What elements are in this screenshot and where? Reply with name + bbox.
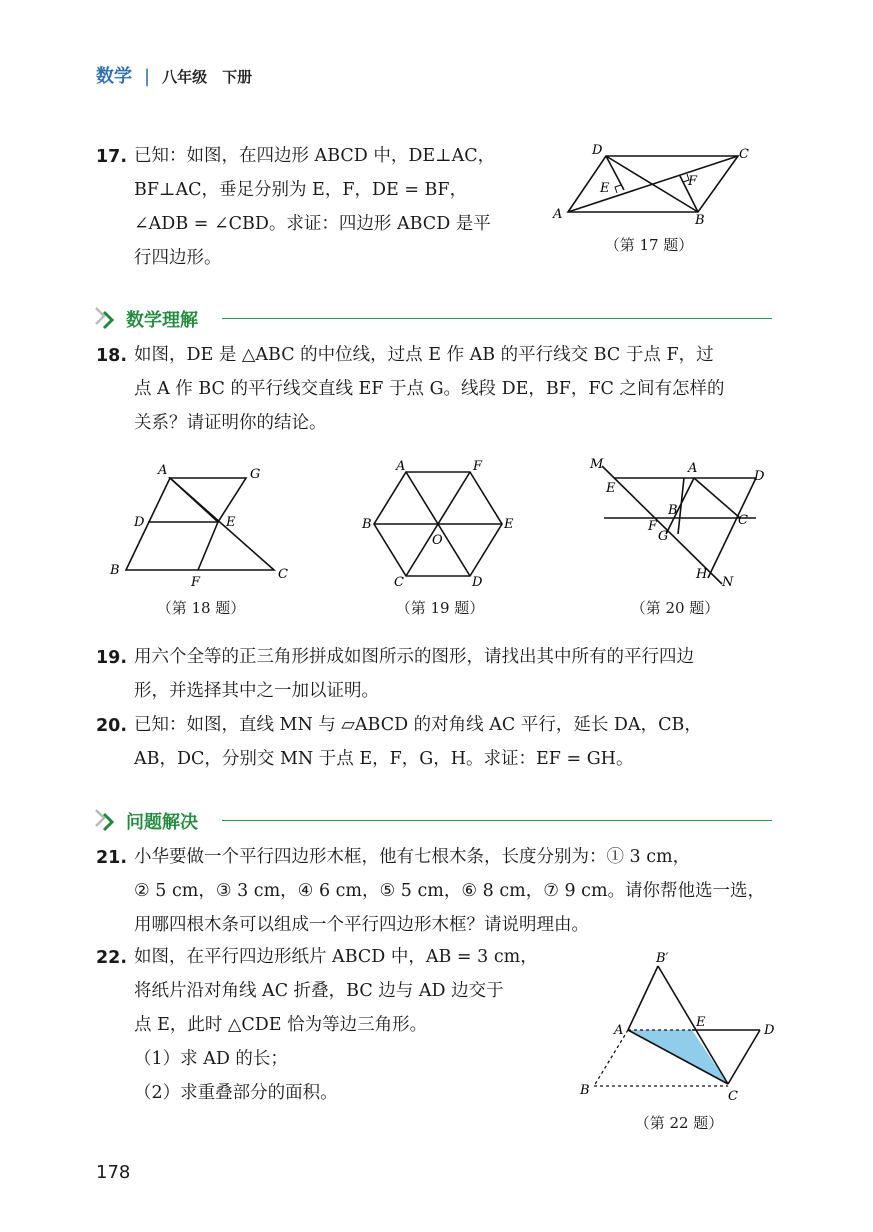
fig20-label-E: E bbox=[606, 481, 616, 496]
fig17-label-B: B bbox=[695, 213, 705, 228]
problem-18-text bbox=[134, 338, 794, 440]
fig17-label-A: A bbox=[553, 207, 563, 222]
problem-19-text bbox=[134, 640, 794, 708]
problem-21-line: 用哪四根木条可以组成一个平行四边形木框？请说明理由。 bbox=[134, 915, 589, 935]
problem-18-line: 关系？请证明你的结论。 bbox=[134, 413, 327, 433]
fig17-label-D: D bbox=[592, 143, 603, 158]
problem-21-line: 小华要做一个平行四边形木框，他有七根木条，长度分别为：① 3 cm， bbox=[134, 847, 691, 867]
caption-18: （第 18 题） bbox=[156, 599, 246, 617]
header-grade: 八年级 下册 bbox=[162, 68, 253, 86]
problem-17-line: 已知：如图，在四边形 ABCD 中，DE⊥AC， bbox=[134, 146, 496, 166]
fig22-label-D: D bbox=[764, 1023, 775, 1038]
caption-22: （第 22 题） bbox=[634, 1114, 724, 1132]
fig22-label-Bp: B′ bbox=[656, 951, 669, 966]
problem-18-number: 18. bbox=[96, 346, 128, 366]
problem-17-line: BF⊥AC，垂足分别为 E，F，DE = BF， bbox=[134, 180, 468, 200]
problem-20-line: AB，DC，分别交 MN 于点 E，F，G，H。求证：EF = GH。 bbox=[134, 749, 634, 769]
fig17-label-F: F bbox=[688, 174, 698, 189]
page-number: 178 bbox=[96, 1162, 131, 1183]
section-rule bbox=[222, 318, 772, 319]
fig22-label-C: C bbox=[728, 1089, 738, 1104]
fig18-label-D: D bbox=[134, 515, 145, 530]
chevron-right-icon bbox=[92, 806, 122, 834]
problem-22-number: 22. bbox=[96, 948, 128, 968]
fig20-label-H: H bbox=[696, 567, 708, 582]
problem-19-line: 形，并选择其中之一加以证明。 bbox=[134, 681, 379, 701]
problem-17-number: 17. bbox=[96, 147, 128, 167]
fig20-label-D: D bbox=[754, 469, 765, 484]
problem-22-text bbox=[134, 940, 574, 1110]
caption-17: （第 17 题） bbox=[604, 236, 694, 254]
section-solving bbox=[92, 806, 772, 834]
problem-20-line: 已知：如图，直线 MN 与 ▱ABCD 的对角线 AC 平行，延长 DA，CB， bbox=[134, 715, 702, 735]
fig20-label-A: A bbox=[688, 461, 698, 476]
fig18-label-C: C bbox=[278, 567, 288, 582]
problem-22-line: （1）求 AD 的长； bbox=[134, 1049, 288, 1069]
problem-21-number: 21. bbox=[96, 848, 128, 868]
fig20-label-G: G bbox=[658, 529, 669, 544]
problem-18-line: 点 A 作 BC 的平行线交直线 EF 于点 G。线段 DE，BF，FC 之间有怎样的 bbox=[134, 379, 725, 399]
problem-22-line: 如图，在平行四边形纸片 ABCD 中，AB = 3 cm， bbox=[134, 947, 538, 967]
problem-21-line: ② 5 cm，③ 3 cm，④ 6 cm，⑤ 5 cm，⑥ 8 cm，⑦ 9 cm。请你帮他选一选， bbox=[134, 881, 766, 901]
figure-22 bbox=[574, 948, 788, 1108]
chevron-right-icon bbox=[92, 304, 122, 332]
problem-17-text bbox=[134, 139, 544, 275]
fig18-label-E: E bbox=[226, 515, 236, 530]
fig22-label-B: B bbox=[580, 1083, 590, 1098]
fig18-label-G: G bbox=[250, 467, 261, 482]
caption-19: （第 19 题） bbox=[395, 599, 485, 617]
section-rule bbox=[222, 820, 772, 821]
figure-18 bbox=[106, 460, 296, 588]
fig19-label-B: B bbox=[362, 517, 372, 532]
figure-20 bbox=[582, 456, 778, 590]
fig19-label-O: O bbox=[432, 533, 443, 548]
page-header bbox=[96, 62, 252, 88]
problem-19-number: 19. bbox=[96, 648, 128, 668]
fig19-label-D: D bbox=[472, 575, 483, 588]
problem-22-line: 点 E，此时 △CDE 恰为等边三角形。 bbox=[134, 1015, 428, 1035]
problem-19-line: 用六个全等的正三角形拼成如图所示的图形，请找出其中所有的平行四边 bbox=[134, 647, 694, 667]
section-understanding bbox=[92, 304, 772, 332]
fig20-label-N: N bbox=[722, 575, 734, 590]
fig18-label-B: B bbox=[110, 563, 120, 578]
caption-20: （第 20 题） bbox=[630, 599, 720, 617]
problem-17-line: 行四边形。 bbox=[134, 248, 222, 268]
fig20-label-F: F bbox=[648, 519, 658, 534]
fig20-label-B: B bbox=[668, 503, 678, 518]
fig17-label-C: C bbox=[739, 147, 749, 162]
problem-22-line: 将纸片沿对角线 AC 折叠，BC 边与 AD 边交于 bbox=[134, 981, 504, 1001]
problem-20-text bbox=[134, 708, 794, 776]
figure-19 bbox=[360, 460, 520, 588]
figure-17 bbox=[548, 140, 758, 232]
fig17-label-E: E bbox=[600, 181, 610, 196]
fig19-label-F: F bbox=[473, 460, 483, 474]
fig19-label-E: E bbox=[504, 517, 514, 532]
fig20-label-M: M bbox=[590, 457, 604, 472]
fig18-label-F: F bbox=[191, 575, 201, 588]
fig22-label-E: E bbox=[696, 1015, 706, 1030]
problem-21-text bbox=[134, 840, 794, 942]
problem-17-line: ∠ADB = ∠CBD。求证：四边形 ABCD 是平 bbox=[134, 214, 491, 234]
fig18-label-A: A bbox=[158, 463, 168, 478]
header-subject: 数学 bbox=[96, 66, 132, 87]
problem-20-number: 20. bbox=[96, 716, 128, 736]
problem-22-line: （2）求重叠部分的面积。 bbox=[134, 1083, 338, 1103]
fig22-label-A: A bbox=[614, 1023, 624, 1038]
fig19-label-A: A bbox=[396, 460, 406, 474]
problem-18-line: 如图，DE 是 △ABC 的中位线，过点 E 作 AB 的平行线交 BC 于点 F，过 bbox=[134, 345, 714, 365]
fig19-label-C: C bbox=[394, 575, 404, 588]
section-title: 数学理解 bbox=[126, 310, 198, 331]
header-separator: | bbox=[144, 66, 151, 87]
fig20-label-C: C bbox=[738, 513, 748, 528]
section-title: 问题解决 bbox=[126, 812, 198, 833]
